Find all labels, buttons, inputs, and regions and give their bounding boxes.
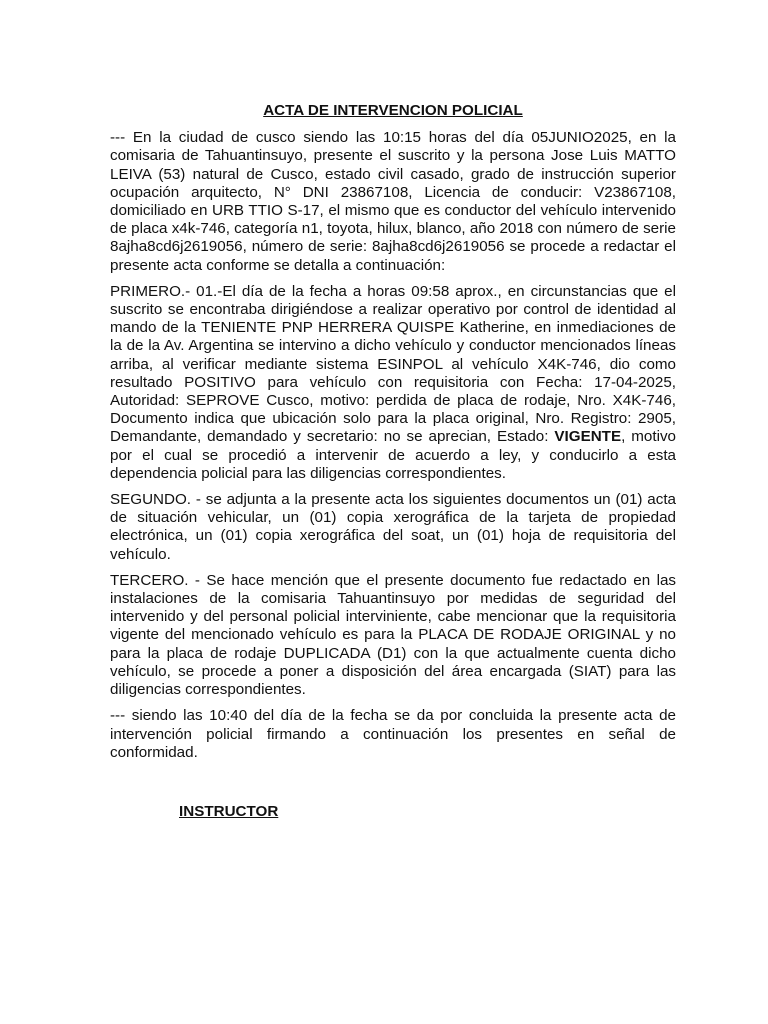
primero-text-after: , motivo por el cual se procedió a intervenir de acuerdo a ley, y conducirlo a esta dependencia policial para las diligencias correspondientes. <box>110 428 676 482</box>
segundo-paragraph: SEGUNDO. - se adjunta a la presente acta los siguientes documentos un (01) acta de situación vehicular, un (01) copia xerográfica de la tarjeta de propiedad electrónica, un (01) copia xerográfica del soat, un (01) hoja de requisitoria del vehículo. <box>110 491 676 563</box>
document-title: ACTA DE INTERVENCION POLICIAL <box>263 102 523 119</box>
closing-paragraph: --- siendo las 10:40 del día de la fecha se da por concluida la presente acta de intervención policial firmando a continuación los presentes en señal de conformidad. <box>110 707 676 761</box>
primero-paragraph <box>110 283 676 483</box>
status-vigente: VIGENTE <box>554 428 622 446</box>
primero-text-before: PRIMERO.- 01.-El día de la fecha a horas 09:58 aprox., en circunstancias que el suscrito se encontraba dirigiéndose a realizar operativo por control de identidad al mando de la TENIENTE PNP HERRERA QUISPE Katherine, en inmediaciones de la de la Av. Argentina se intervino a dicho vehículo y conductor mencionados líneas arriba, al verificar mediante sistema ESINPOL al vehículo X4K-746, dio como resultado POSITIVO para vehículo con requisitoria con Fecha: 17-04-2025, Autoridad: SEPROVE Cusco, motivo: perdida de placa de rodaje, Nro. X4K-746, Documento indica que ubicación solo para la placa original, Nro. Registro: 2905, Demandante, demandado y secretario: no se aprecian, Estado: <box>110 282 676 446</box>
tercero-paragraph: TERCERO. - Se hace mención que el presente documento fue redactado en las instalaciones de la comisaria Tahuantinsuyo por medidas de seguridad del intervenido y del personal policial interviniente, cabe mencionar que la requisitoria vigente del mencionado vehículo es para la PLACA DE RODAJE ORIGINAL y no para la placa de rodaje DUPLICADA (D1) con la que actualmente cuenta dicho vehículo, se procede a poner a disposición del área encargada (SIAT) para las diligencias correspondientes. <box>110 571 676 699</box>
signature-label-instructor: INSTRUCTOR <box>179 803 279 820</box>
intro-paragraph: --- En la ciudad de cusco siendo las 10:15 horas del día 05JUNIO2025, en la comisaria de Tahuantinsuyo, presente el suscrito y la persona Jose Luis MATTO LEIVA (53) natural de Cusco, estado civil casado, grado de instrucción superior ocupación arquitecto, N° DNI 23867108, Licencia de conducir: V23867108, domiciliado en URB TTIO S-17, el mismo que es conductor del vehículo intervenido de placa x4k-746, categoría n1, toyota, hilux, blanco, año 2018 con número de serie 8ajha8cd6j2619056, número de serie: 8ajha8cd6j2619056 se procede a redactar el presente acta conforme se detalla a continuación: <box>110 129 676 274</box>
document-body <box>110 102 676 770</box>
